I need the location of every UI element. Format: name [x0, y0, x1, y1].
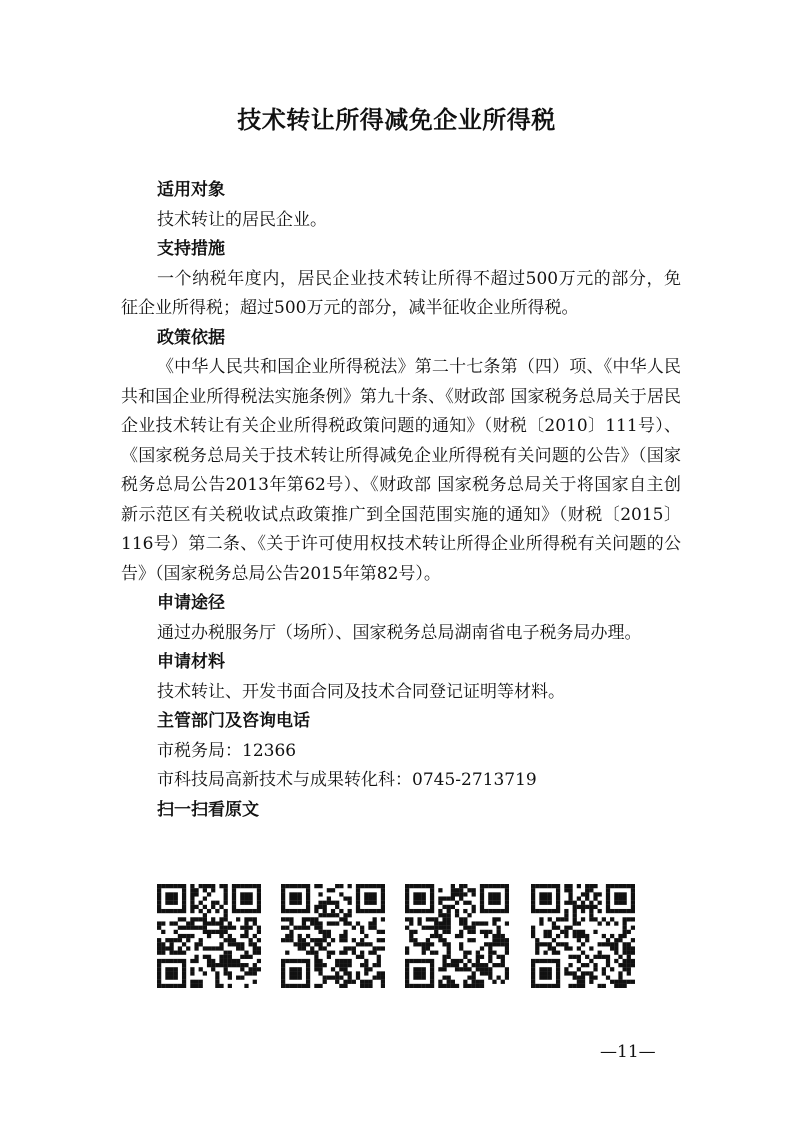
section-body-channel: 通过办税服务厅（场所）、国家税务总局湖南省电子税务局办理。	[157, 622, 642, 643]
section-heading-measures: 支持措施	[157, 239, 225, 259]
section-heading-channel: 申请途径	[157, 593, 225, 613]
section-heading-contact: 主管部门及咨询电话	[157, 711, 310, 731]
section-body-measures: 一个纳税年度内，居民企业技术转让所得不超过500万元的部分，免征企业所得税；超过500万元的部分，减半征收企业所得税。	[121, 268, 681, 318]
section-heading-basis: 政策依据	[157, 327, 225, 348]
section-body-applicable: 技术转让的居民企业。	[157, 209, 327, 230]
page-number: —11—	[600, 1042, 656, 1062]
document-body	[121, 176, 681, 825]
qr-code-icon[interactable]	[157, 884, 261, 988]
section-body-materials: 技术转让、开发书面合同及技术合同登记证明等材料。	[157, 681, 565, 702]
qr-code-icon[interactable]	[405, 884, 509, 988]
contact-line-tax-bureau: 市税务局：12366	[157, 740, 297, 761]
section-heading-scan: 扫一扫看原文	[157, 799, 259, 820]
qr-code-icon[interactable]	[281, 884, 385, 988]
section-heading-materials: 申请材料	[157, 652, 225, 672]
contact-line-science-bureau: 市科技局高新技术与成果转化科：0745-2713719	[157, 770, 537, 790]
qr-code-row	[157, 884, 637, 988]
qr-code-icon[interactable]	[531, 884, 635, 988]
section-body-basis: 《中华人民共和国企业所得税法》第二十七条第（四）项、《中华人民共和国企业所得税法实施条例》第九十条、《财政部 国家税务总局关于居民企业技术转让有关企业所得税政策问题的通知》（财税〔2010〕111号）、《国家税务总局关于技术转让所得减免企业所得税有关问题的公告》（国家税务总局公告2013年第62号）、《财政部 国家税务总局关于将国家自主创新示范区有关税收试点政策推广到全国范围实施的通知》（财税〔2015〕116号）第二条、《关于许可使用权技术转让所得企业所得税有关问题的公告》（国家税务总局公告2015年第82号）。	[121, 357, 681, 584]
page-title: 技术转让所得减免企业所得税	[237, 106, 556, 134]
section-heading-applicable: 适用对象	[157, 180, 225, 200]
